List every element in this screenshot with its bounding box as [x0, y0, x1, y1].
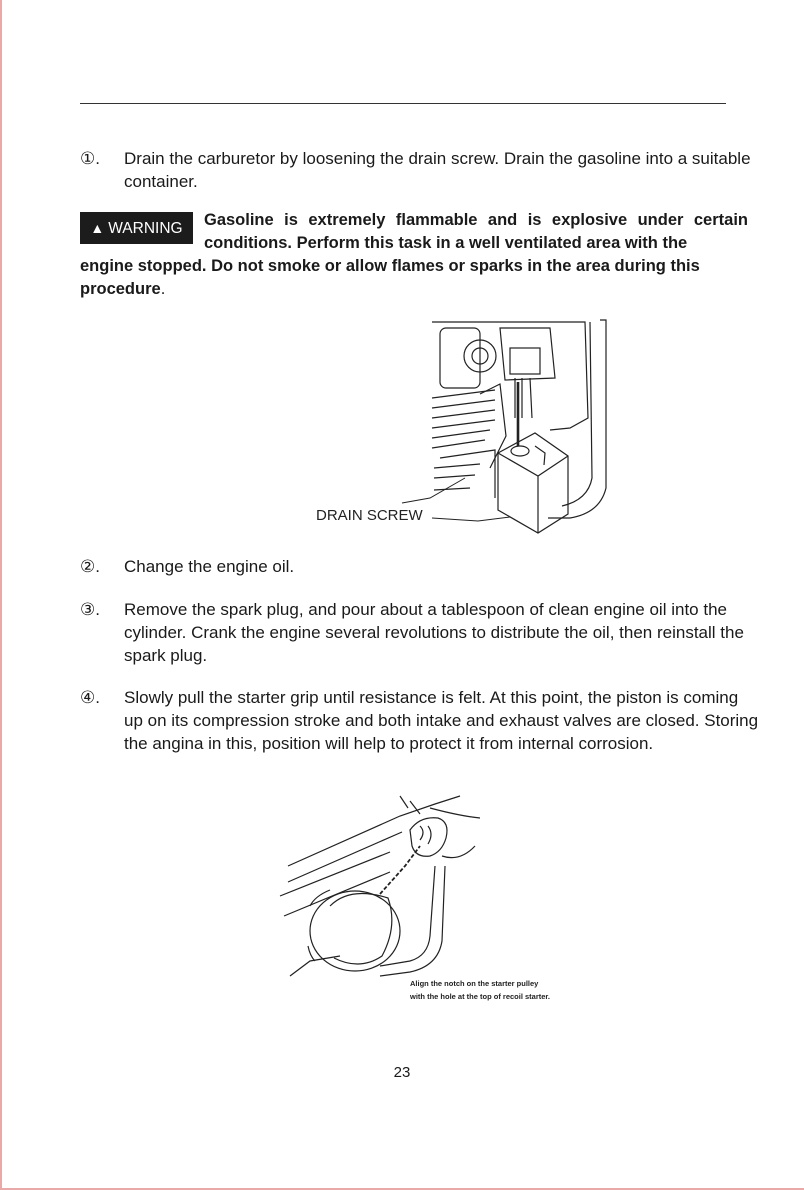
- warning-text-rest: [80, 255, 740, 301]
- warning-badge-label: WARNING: [108, 219, 183, 237]
- drain-screw-label: DRAIN SCREW: [316, 507, 423, 524]
- warning-text-first: Gasoline is extremely flammable and is explosive under certain conditions. Perform this task in a well ventilated area with the: [204, 211, 748, 252]
- step-number: ②.: [80, 557, 100, 576]
- carburetor-drain-illustration: [300, 318, 620, 546]
- step-text: Remove the spark plug, and pour about a tablespoon of clean engine oil into the cylinder. Crank the engine several revolutions to distribute the oil, then reinstall the spark plug.: [124, 600, 744, 665]
- starter-caption-line2: with the hole at the top of recoil starter.: [410, 992, 551, 1001]
- step-number: ④.: [80, 688, 100, 707]
- starter-caption-line1: Align the notch on the starter pulley: [410, 979, 539, 988]
- warning-text-period: .: [160, 280, 166, 298]
- step-text: Slowly pull the starter grip until resistance is felt. At this point, the piston is coming up on its compression stroke and both intake and exhaust valves are closed. Storing the angina in this, position will help to protect it from internal corrosion.: [124, 688, 759, 753]
- page-edge-left: [0, 0, 2, 1190]
- step-number: ①.: [80, 149, 100, 168]
- warning-badge: [80, 212, 193, 244]
- step-text: Change the engine oil.: [124, 557, 295, 576]
- warning-triangle-icon: ▲: [90, 219, 105, 236]
- starter-grip-illustration: [270, 786, 610, 1008]
- step-text: Drain the carburetor by loosening the drain screw. Drain the gasoline into a suitable container.: [124, 149, 751, 191]
- page-number: 23: [393, 1064, 411, 1081]
- header-rule: [80, 103, 726, 104]
- warning-text-rest-content: engine stopped. Do not smoke or allow flames or sparks in the area during this procedure: [80, 257, 700, 298]
- step-number: ③.: [80, 600, 100, 619]
